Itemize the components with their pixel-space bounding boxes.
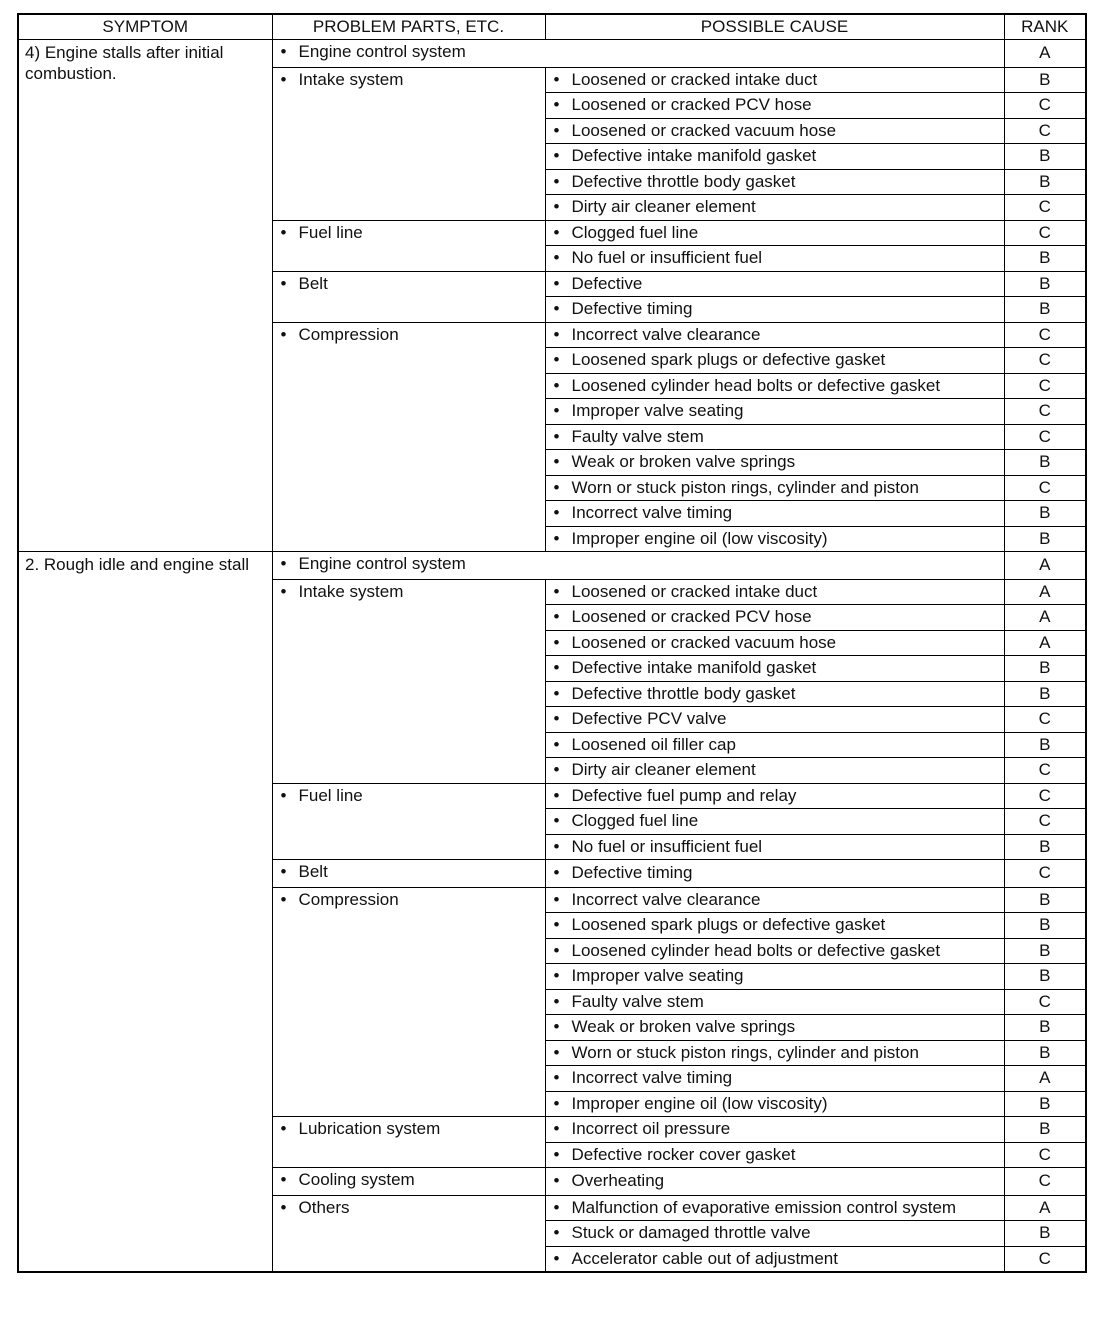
possible-cause-text: Worn or stuck piston rings, cylinder and piston [571, 477, 919, 497]
possible-cause-text: Improper engine oil (low viscosity) [571, 1093, 828, 1113]
possible-cause-cell [545, 1246, 1004, 1272]
possible-cause-cell [545, 630, 1004, 656]
possible-cause-text: Loosened or cracked vacuum hose [571, 120, 837, 140]
problem-part-cell [272, 271, 545, 322]
problem-part-cell [272, 1168, 545, 1196]
rank-cell: A [1004, 40, 1086, 68]
bullet-glyph: • [553, 734, 560, 754]
possible-cause-cell [545, 450, 1004, 476]
bullet-glyph: • [553, 146, 560, 166]
rank-cell: B [1004, 144, 1086, 170]
possible-cause-text: Incorrect oil pressure [571, 1119, 731, 1139]
bullet-glyph: • [553, 375, 560, 395]
possible-cause-text: Improper valve seating [571, 401, 744, 421]
bullet-glyph: • [553, 1223, 560, 1243]
possible-cause-cell [545, 348, 1004, 374]
header-row [18, 14, 1086, 40]
rank-cell: B [1004, 450, 1086, 476]
bullet-glyph: • [553, 95, 560, 115]
rank-cell: A [1004, 630, 1086, 656]
rank-cell: C [1004, 1142, 1086, 1168]
bullet-glyph: • [280, 1170, 287, 1189]
possible-cause-cell [545, 1221, 1004, 1247]
problem-part-cell [272, 1117, 545, 1168]
possible-cause-text: Faulty valve stem [571, 991, 704, 1011]
possible-cause-cell [545, 526, 1004, 552]
possible-cause-text: Incorrect valve timing [571, 1068, 733, 1088]
bullet-glyph: • [280, 1119, 287, 1138]
possible-cause-text: Overheating [571, 1171, 665, 1191]
possible-cause-text: Defective intake manifold gasket [571, 146, 817, 166]
possible-cause-text: Loosened or cracked intake duct [571, 581, 818, 601]
possible-cause-text: Loosened or cracked intake duct [571, 69, 818, 89]
problem-part-cell [272, 220, 545, 271]
bullet-glyph: • [553, 477, 560, 497]
problem-part-text: Fuel line [298, 222, 363, 242]
problem-part-text: Others [298, 1197, 350, 1217]
possible-cause-cell [545, 707, 1004, 733]
problem-part-cell [272, 40, 1004, 68]
possible-cause-text: Loosened oil filler cap [571, 734, 736, 754]
possible-cause-cell [545, 913, 1004, 939]
rank-cell: B [1004, 526, 1086, 552]
rank-cell: C [1004, 322, 1086, 348]
rank-cell: C [1004, 118, 1086, 144]
possible-cause-text: Incorrect valve clearance [571, 324, 761, 344]
rank-cell: C [1004, 424, 1086, 450]
possible-cause-text: Clogged fuel line [571, 222, 699, 242]
bullet-glyph: • [280, 1197, 287, 1217]
possible-cause-text: Dirty air cleaner element [571, 760, 756, 780]
possible-cause-cell [545, 169, 1004, 195]
symptom-text: 2. Rough idle and engine stall [25, 555, 249, 574]
bullet-glyph: • [553, 1144, 560, 1164]
rank-cell: B [1004, 656, 1086, 682]
possible-cause-cell [545, 938, 1004, 964]
possible-cause-cell [545, 1142, 1004, 1168]
possible-cause-cell [545, 373, 1004, 399]
possible-cause-cell [545, 501, 1004, 527]
bullet-glyph: • [553, 683, 560, 703]
rank-cell: C [1004, 783, 1086, 809]
possible-cause-text: Improper engine oil (low viscosity) [571, 528, 828, 548]
bullet-glyph: • [553, 1248, 560, 1268]
possible-cause-cell [545, 681, 1004, 707]
possible-cause-cell [545, 195, 1004, 221]
possible-cause-cell [545, 399, 1004, 425]
possible-cause-text: Incorrect valve timing [571, 503, 733, 523]
possible-cause-cell [545, 783, 1004, 809]
bullet-glyph: • [280, 273, 287, 293]
possible-cause-text: Defective fuel pump and relay [571, 785, 797, 805]
problem-part-cell [272, 860, 545, 888]
bullet-glyph: • [553, 299, 560, 319]
bullet-glyph: • [280, 862, 287, 881]
possible-cause-cell [545, 1117, 1004, 1143]
possible-cause-text: Defective throttle body gasket [571, 171, 796, 191]
rank-cell: C [1004, 399, 1086, 425]
rank-cell: C [1004, 220, 1086, 246]
rank-cell: B [1004, 1091, 1086, 1117]
possible-cause-cell [545, 93, 1004, 119]
bullet-glyph: • [553, 528, 560, 548]
rank-cell: B [1004, 732, 1086, 758]
bullet-glyph: • [553, 426, 560, 446]
possible-cause-cell [545, 475, 1004, 501]
problem-part-text: Fuel line [298, 785, 363, 805]
rank-cell: A [1004, 1195, 1086, 1221]
bullet-glyph: • [553, 1197, 560, 1217]
header-symptom: SYMPTOM [18, 14, 272, 40]
possible-cause-text: Clogged fuel line [571, 811, 699, 831]
possible-cause-text: Loosened or cracked PCV hose [571, 607, 812, 627]
bullet-glyph: • [553, 120, 560, 140]
bullet-glyph: • [553, 889, 560, 909]
possible-cause-cell [545, 1168, 1004, 1196]
table-body [18, 40, 1086, 1273]
rank-cell: B [1004, 67, 1086, 93]
rank-cell: A [1004, 605, 1086, 631]
possible-cause-text: Loosened spark plugs or defective gasket [571, 915, 886, 935]
bullet-glyph: • [553, 632, 560, 652]
bullet-glyph: • [280, 889, 287, 909]
rank-cell: C [1004, 860, 1086, 888]
bullet-glyph: • [280, 324, 287, 344]
possible-cause-text: Loosened spark plugs or defective gasket [571, 350, 886, 370]
possible-cause-text: Defective timing [571, 863, 693, 883]
possible-cause-cell [545, 758, 1004, 784]
header-problem-parts: PROBLEM PARTS, ETC. [272, 14, 545, 40]
possible-cause-cell [545, 1195, 1004, 1221]
problem-part-text: Intake system [298, 581, 404, 601]
rank-cell: B [1004, 834, 1086, 860]
possible-cause-cell [545, 989, 1004, 1015]
rank-cell: C [1004, 348, 1086, 374]
possible-cause-cell [545, 1040, 1004, 1066]
rank-cell: A [1004, 579, 1086, 605]
bullet-glyph: • [553, 1068, 560, 1088]
bullet-glyph: • [553, 760, 560, 780]
rank-cell: B [1004, 169, 1086, 195]
rank-cell: B [1004, 1117, 1086, 1143]
possible-cause-text: Accelerator cable out of adjustment [571, 1248, 838, 1268]
symptom-cell [18, 552, 272, 1273]
problem-part-text: Belt [298, 862, 328, 881]
symptom-text: 4) Engine stalls after initial combustion. [25, 43, 224, 83]
bullet-glyph: • [280, 785, 287, 805]
rank-cell: B [1004, 681, 1086, 707]
bullet-glyph: • [553, 991, 560, 1011]
rank-cell: B [1004, 1040, 1086, 1066]
possible-cause-cell [545, 144, 1004, 170]
rank-cell: B [1004, 297, 1086, 323]
bullet-glyph: • [280, 554, 287, 573]
possible-cause-text: Defective timing [571, 299, 693, 319]
possible-cause-text: Weak or broken valve springs [571, 1017, 796, 1037]
problem-part-text: Belt [298, 273, 328, 293]
bullet-glyph: • [553, 69, 560, 89]
problem-part-cell [272, 783, 545, 860]
rank-cell: C [1004, 809, 1086, 835]
rank-cell: C [1004, 707, 1086, 733]
bullet-glyph: • [553, 1042, 560, 1062]
possible-cause-text: Faulty valve stem [571, 426, 704, 446]
possible-cause-cell [545, 964, 1004, 990]
problem-part-text: Lubrication system [298, 1119, 441, 1138]
rank-cell: B [1004, 913, 1086, 939]
rank-cell: B [1004, 938, 1086, 964]
possible-cause-cell [545, 271, 1004, 297]
possible-cause-cell [545, 1091, 1004, 1117]
bullet-glyph: • [553, 350, 560, 370]
possible-cause-text: Dirty air cleaner element [571, 197, 756, 217]
bullet-glyph: • [553, 607, 560, 627]
possible-cause-cell [545, 220, 1004, 246]
possible-cause-cell [545, 246, 1004, 272]
possible-cause-text: Stuck or damaged throttle valve [571, 1223, 811, 1243]
header-rank: RANK [1004, 14, 1086, 40]
possible-cause-cell [545, 656, 1004, 682]
possible-cause-text: Loosened or cracked PCV hose [571, 95, 812, 115]
bullet-glyph: • [280, 222, 287, 242]
bullet-glyph: • [553, 1093, 560, 1113]
problem-part-text: Compression [298, 889, 399, 909]
bullet-glyph: • [280, 42, 287, 61]
symptom-cell [18, 40, 272, 552]
bullet-glyph: • [553, 785, 560, 805]
problem-part-cell [272, 579, 545, 783]
problem-part-text: Intake system [298, 69, 404, 89]
possible-cause-cell [545, 322, 1004, 348]
rank-cell: B [1004, 501, 1086, 527]
problem-part-text: Compression [298, 324, 399, 344]
possible-cause-cell [545, 887, 1004, 913]
rank-cell: A [1004, 1066, 1086, 1092]
header-possible-cause: POSSIBLE CAUSE [545, 14, 1004, 40]
rank-cell: B [1004, 246, 1086, 272]
possible-cause-cell [545, 732, 1004, 758]
possible-cause-text: Defective throttle body gasket [571, 683, 796, 703]
bullet-glyph: • [553, 324, 560, 344]
bullet-glyph: • [553, 273, 560, 293]
rank-cell: C [1004, 1246, 1086, 1272]
possible-cause-text: Loosened cylinder head bolts or defective gasket [571, 940, 941, 960]
possible-cause-cell [545, 579, 1004, 605]
possible-cause-text: Defective rocker cover gasket [571, 1144, 796, 1164]
bullet-glyph: • [553, 401, 560, 421]
rank-cell: B [1004, 271, 1086, 297]
bullet-glyph: • [553, 197, 560, 217]
possible-cause-cell [545, 1066, 1004, 1092]
problem-part-cell [272, 1195, 545, 1272]
bullet-glyph: • [553, 1119, 560, 1139]
rank-cell: C [1004, 1168, 1086, 1196]
bullet-glyph: • [553, 171, 560, 191]
rank-cell: B [1004, 964, 1086, 990]
bullet-glyph: • [553, 503, 560, 523]
rank-cell: C [1004, 373, 1086, 399]
problem-part-cell [272, 887, 545, 1117]
possible-cause-cell [545, 118, 1004, 144]
problem-part-cell [272, 322, 545, 552]
possible-cause-text: Malfunction of evaporative emission control system [571, 1197, 957, 1217]
possible-cause-cell [545, 67, 1004, 93]
possible-cause-text: Loosened cylinder head bolts or defective gasket [571, 375, 941, 395]
possible-cause-text: Improper valve seating [571, 966, 744, 986]
rank-cell: B [1004, 1015, 1086, 1041]
bullet-glyph: • [553, 1017, 560, 1037]
possible-cause-text: Worn or stuck piston rings, cylinder and piston [571, 1042, 919, 1062]
rank-cell: C [1004, 93, 1086, 119]
possible-cause-text: Incorrect valve clearance [571, 889, 761, 909]
rank-cell: C [1004, 475, 1086, 501]
bullet-glyph: • [553, 1171, 560, 1191]
possible-cause-text: No fuel or insufficient fuel [571, 248, 763, 268]
possible-cause-text: Defective intake manifold gasket [571, 658, 817, 678]
bullet-glyph: • [553, 452, 560, 472]
bullet-glyph: • [553, 915, 560, 935]
bullet-glyph: • [553, 222, 560, 242]
bullet-glyph: • [553, 836, 560, 856]
rank-cell: B [1004, 887, 1086, 913]
rank-cell: C [1004, 989, 1086, 1015]
problem-part-cell [272, 552, 1004, 580]
possible-cause-text: Loosened or cracked vacuum hose [571, 632, 837, 652]
bullet-glyph: • [553, 863, 560, 883]
possible-cause-cell [545, 834, 1004, 860]
bullet-glyph: • [553, 811, 560, 831]
table-row [18, 552, 1086, 580]
possible-cause-text: Weak or broken valve springs [571, 452, 796, 472]
possible-cause-cell [545, 297, 1004, 323]
rank-cell: C [1004, 758, 1086, 784]
table-row [18, 40, 1086, 68]
troubleshooting-table [17, 13, 1087, 1273]
possible-cause-text: No fuel or insufficient fuel [571, 836, 763, 856]
possible-cause-cell [545, 424, 1004, 450]
bullet-glyph: • [553, 581, 560, 601]
possible-cause-cell [545, 860, 1004, 888]
possible-cause-cell [545, 1015, 1004, 1041]
rank-cell: A [1004, 552, 1086, 580]
problem-part-text: Engine control system [298, 42, 466, 61]
bullet-glyph: • [553, 940, 560, 960]
bullet-glyph: • [553, 248, 560, 268]
problem-part-cell [272, 67, 545, 220]
bullet-glyph: • [280, 69, 287, 89]
rank-cell: B [1004, 1221, 1086, 1247]
bullet-glyph: • [553, 658, 560, 678]
bullet-glyph: • [553, 709, 560, 729]
possible-cause-cell [545, 809, 1004, 835]
possible-cause-text: Defective [571, 273, 643, 293]
rank-cell: C [1004, 195, 1086, 221]
bullet-glyph: • [280, 581, 287, 601]
problem-part-text: Cooling system [298, 1170, 415, 1189]
bullet-glyph: • [553, 966, 560, 986]
problem-part-text: Engine control system [298, 554, 466, 573]
possible-cause-cell [545, 605, 1004, 631]
possible-cause-text: Defective PCV valve [571, 709, 727, 729]
